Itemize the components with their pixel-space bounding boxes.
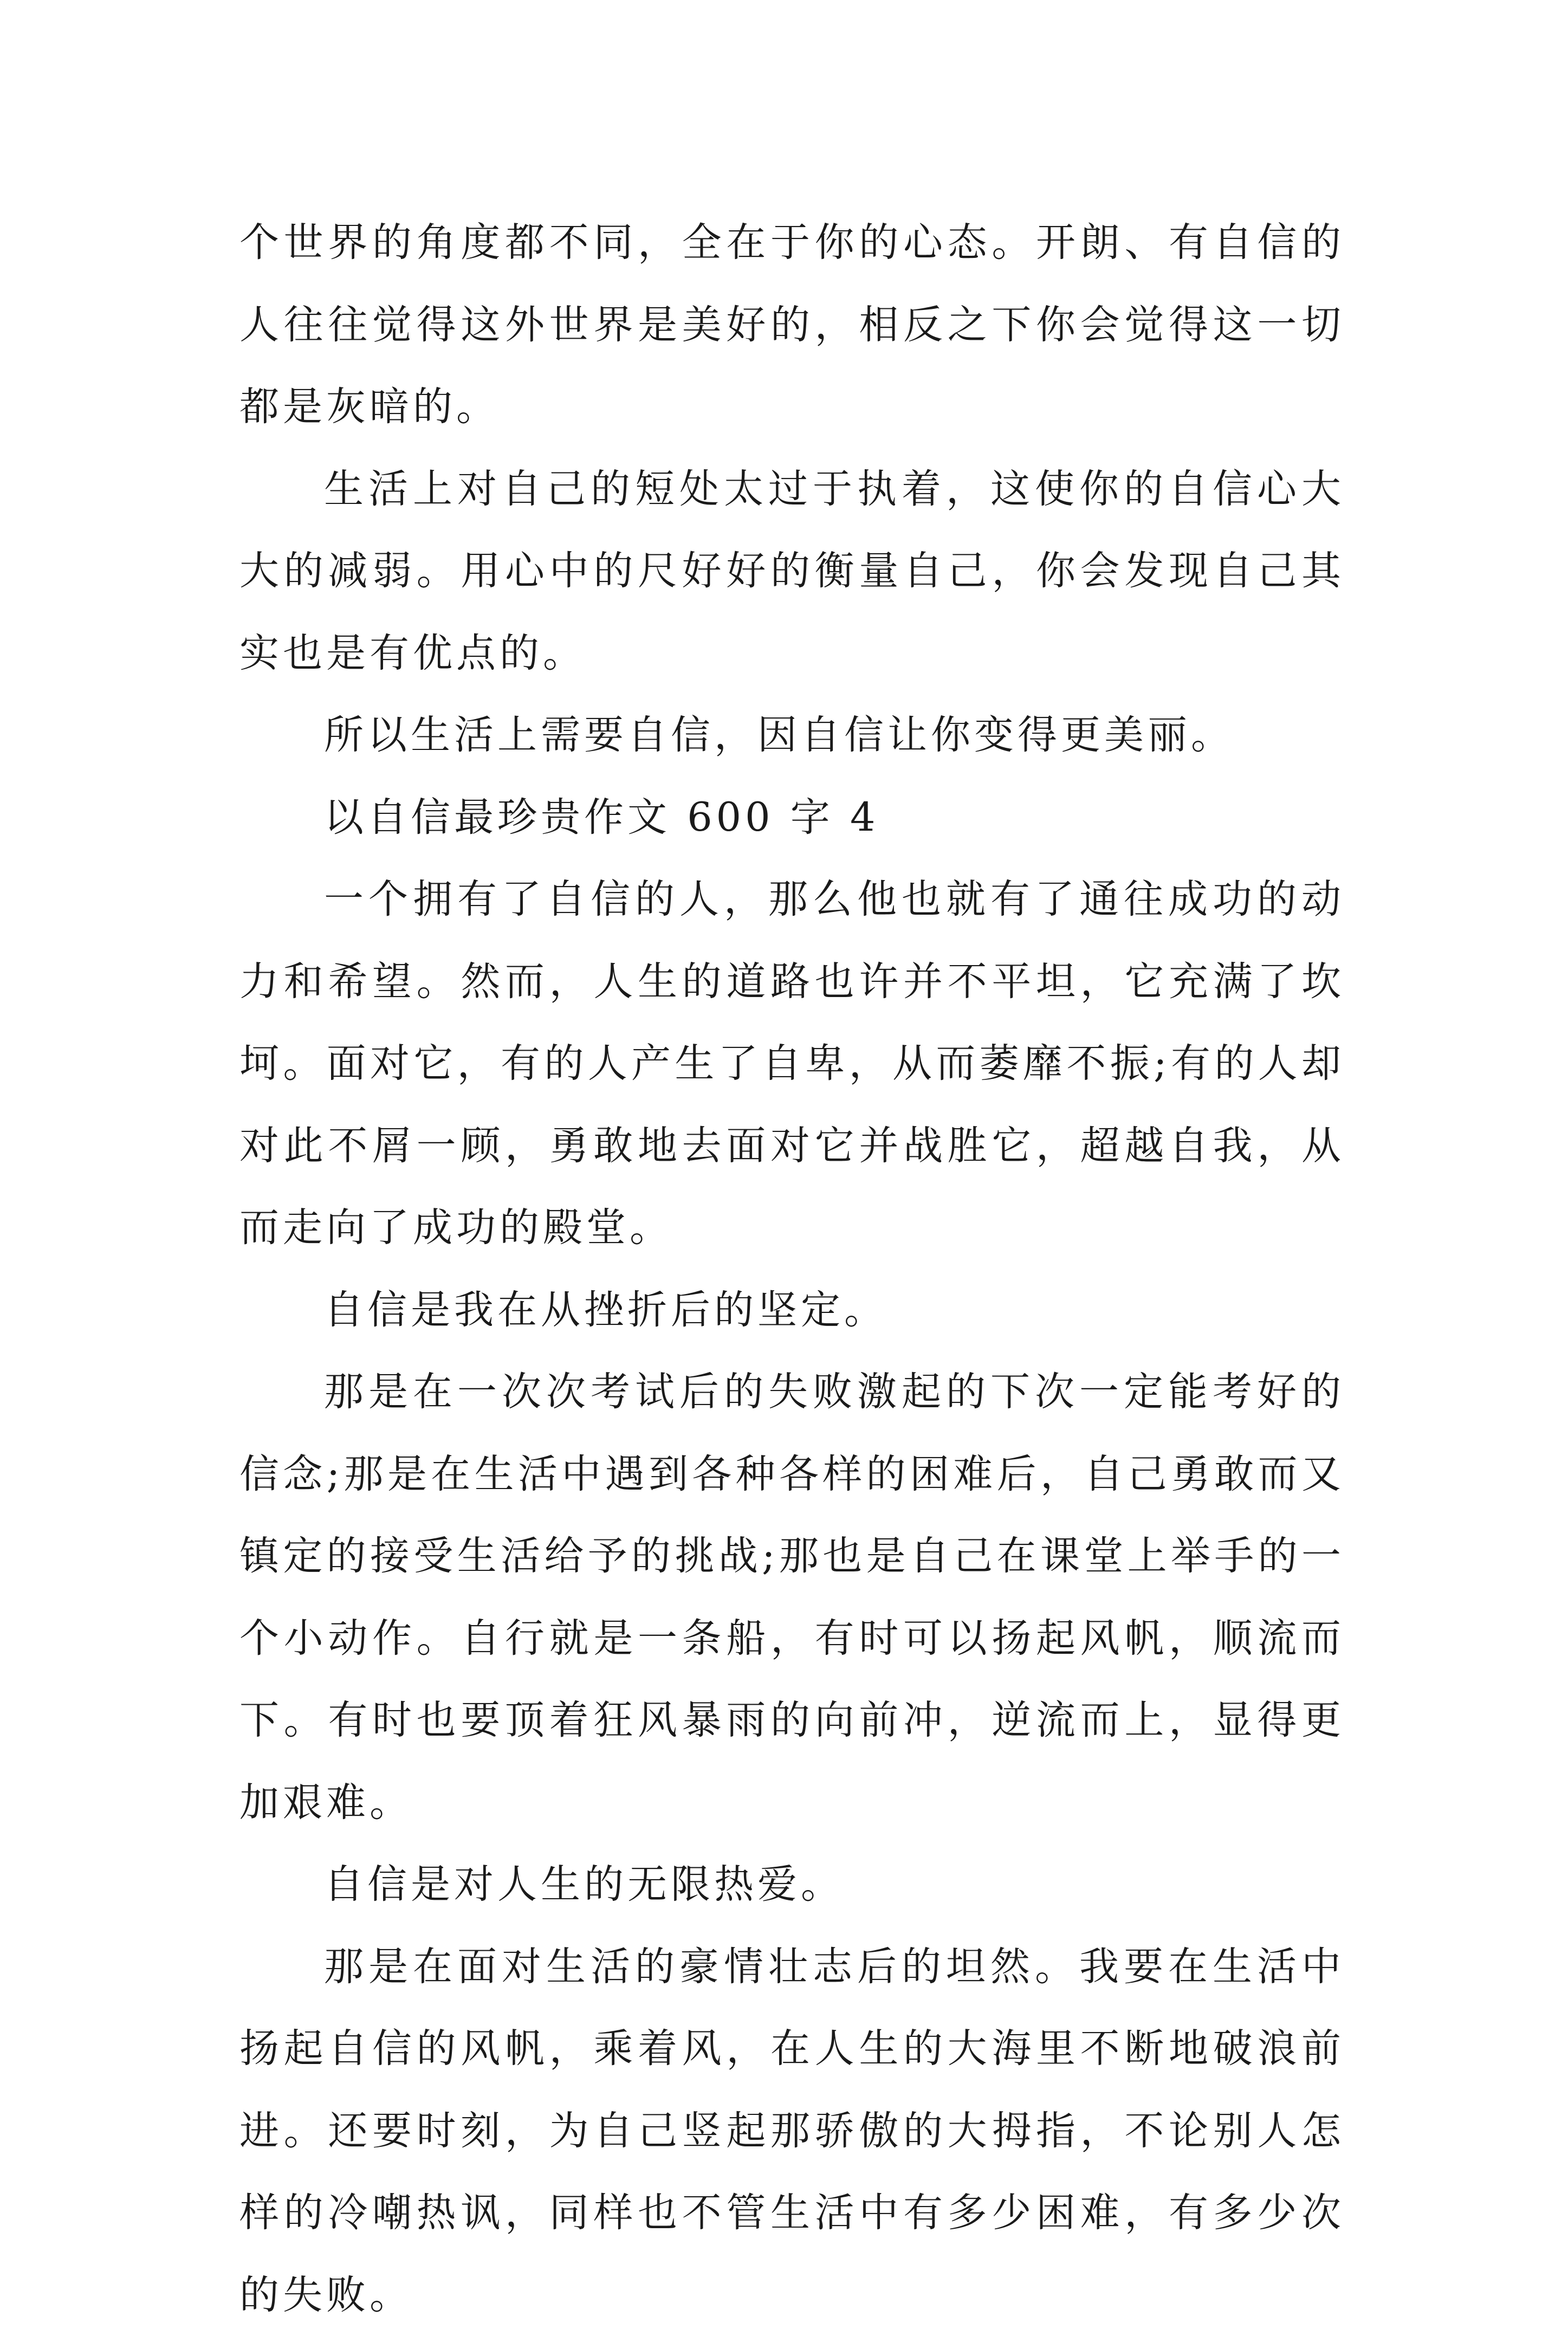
- paragraph-7: 那是在一次次考试后的失败激起的下次一定能考好的信念;那是在生活中遇到各种各样的困难后，自己勇敢而又镇定的接受生活给予的挑战;那也是自己在课堂上举手的一个小动作。自行就是一条船，有时可以扬起风帆，顺流而下。有时也要顶着狂风暴雨的向前冲，逆流而上，显得更加艰难。: [239, 1351, 1345, 1843]
- paragraph-6: 自信是我在从挫折后的坚定。: [239, 1269, 1345, 1351]
- article-body: [239, 202, 1345, 2336]
- paragraph-9: 那是在面对生活的豪情壮志后的坦然。我要在生活中扬起自信的风帆，乘着风，在人生的大海里不断地破浪前进。还要时刻，为自己竖起那骄傲的大拇指，不论别人怎样的冷嘲热讽，同样也不管生活中有多少困难，有多少次的失败。: [239, 1926, 1345, 2336]
- paragraph-5: 一个拥有了自信的人，那么他也就有了通往成功的动力和希望。然而，人生的道路也许并不平坦，它充满了坎坷。面对它，有的人产生了自卑，从而萎靡不振;有的人却对此不屑一顾，勇敢地去面对它并战胜它，超越自我，从而走向了成功的殿堂。: [239, 858, 1345, 1269]
- paragraph-8: 自信是对人生的无限热爱。: [239, 1843, 1345, 1926]
- paragraph-3: 所以生活上需要自信，因自信让你变得更美丽。: [239, 694, 1345, 776]
- section-heading: 以自信最珍贵作文 600 字 4: [239, 776, 1345, 859]
- paragraph-2: 生活上对自己的短处太过于执着，这使你的自信心大大的减弱。用心中的尺好好的衡量自己，你会发现自己其实也是有优点的。: [239, 448, 1345, 695]
- paragraph-1: 个世界的角度都不同，全在于你的心态。开朗、有自信的人往往觉得这外世界是美好的，相反之下你会觉得这一切都是灰暗的。: [239, 202, 1345, 448]
